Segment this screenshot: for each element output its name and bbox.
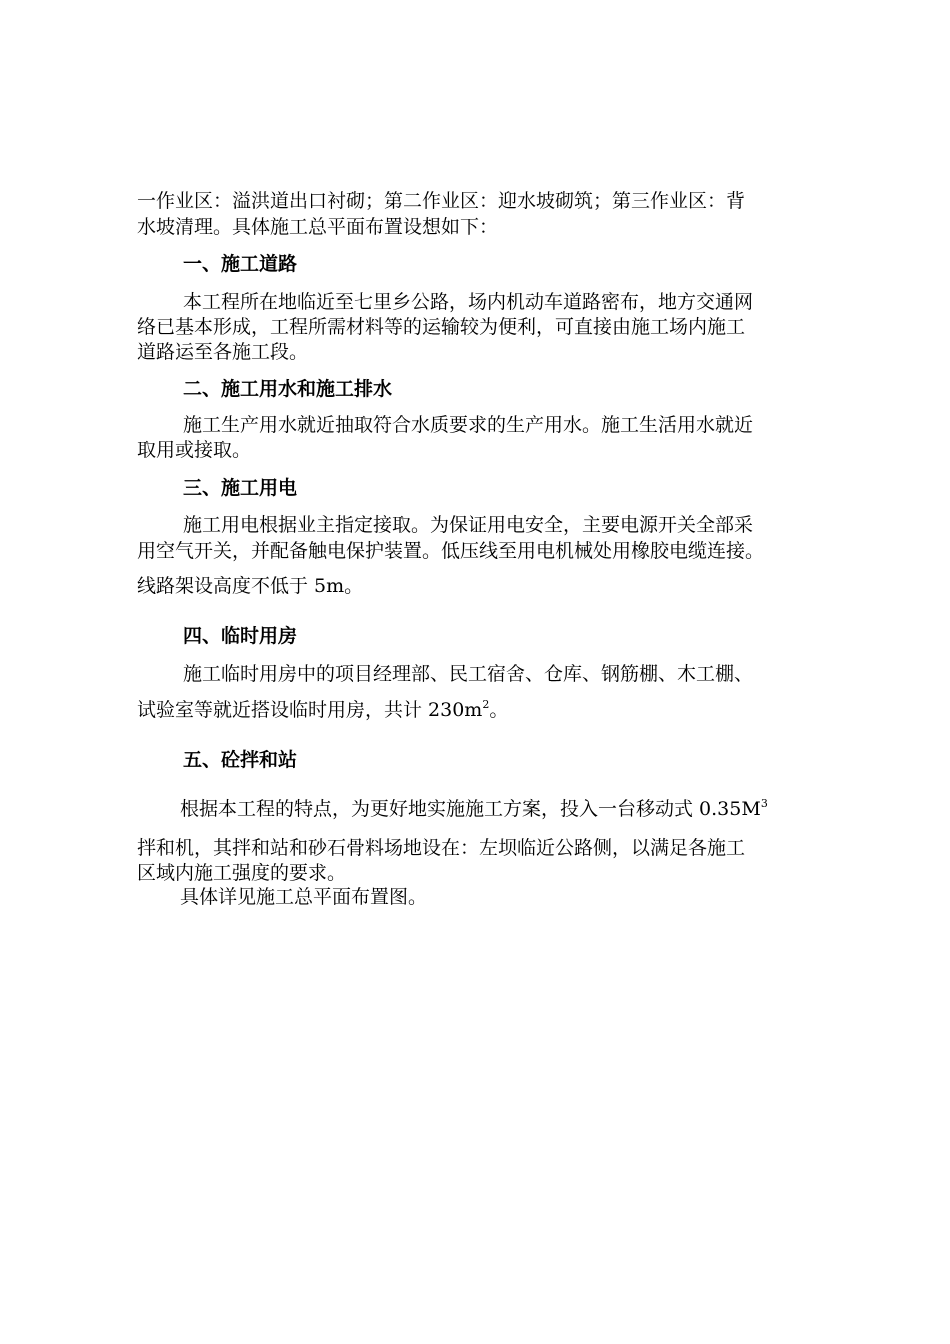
- section-heading-water: 二、施工用水和施工排水: [183, 378, 393, 400]
- section1-line-1: 本工程所在地临近至七里乡公路，场内机动车道路密布，地方交通网: [183, 291, 754, 313]
- intro-line-1: 一作业区：溢洪道出口衬砌；第二作业区：迎水坡砌筑；第三作业区：背: [137, 190, 746, 212]
- section5-line-1: [180, 797, 837, 821]
- section5-superscript: 3: [760, 797, 768, 810]
- section5-line-1-text: 根据本工程的特点，为更好地实施施工方案，投入一台移动式 0.35M: [180, 798, 761, 820]
- section3-line-1: 施工用电根据业主指定接取。为保证用电安全，主要电源开关全部采: [183, 514, 754, 536]
- intro-line-2: 水坡清理。具体施工总平面布置设想如下：: [137, 216, 499, 238]
- section4-line-2-end: 。: [489, 699, 509, 721]
- section4-line-2-text: 试验室等就近搭设临时用房，共计 230m: [137, 699, 483, 721]
- section-heading-housing: 四、临时用房: [183, 625, 298, 647]
- section5-line-4: 具体详见施工总平面布置图。: [180, 886, 428, 908]
- section3-line-3: 线路架设高度不低于 5m。: [137, 575, 364, 597]
- section-heading-power: 三、施工用电: [183, 477, 298, 499]
- section4-line-2: [137, 698, 837, 722]
- section3-line-2: 用空气开关，并配备触电保护装置。低压线至用电机械处用橡胶电缆连接。: [137, 540, 765, 562]
- section2-line-2: 取用或接取。: [137, 439, 252, 461]
- section1-line-2: 络已基本形成，工程所需材料等的运输较为便利，可直接由施工场内施工: [137, 316, 746, 338]
- section4-superscript: 2: [482, 698, 490, 711]
- section-heading-mixing-station: 五、砼拌和站: [183, 749, 298, 771]
- section5-line-3: 区域内施工强度的要求。: [137, 862, 347, 884]
- section1-line-3: 道路运至各施工段。: [137, 341, 309, 363]
- section4-line-1: 施工临时用房中的项目经理部、民工宿舍、仓库、钢筋棚、木工棚、: [183, 663, 754, 685]
- section-heading-roads: 一、施工道路: [183, 253, 298, 275]
- section2-line-1: 施工生产用水就近抽取符合水质要求的生产用水。施工生活用水就近: [183, 414, 754, 436]
- section5-line-2: 拌和机，其拌和站和砂石骨料场地设在：左坝临近公路侧，以满足各施工: [137, 837, 746, 859]
